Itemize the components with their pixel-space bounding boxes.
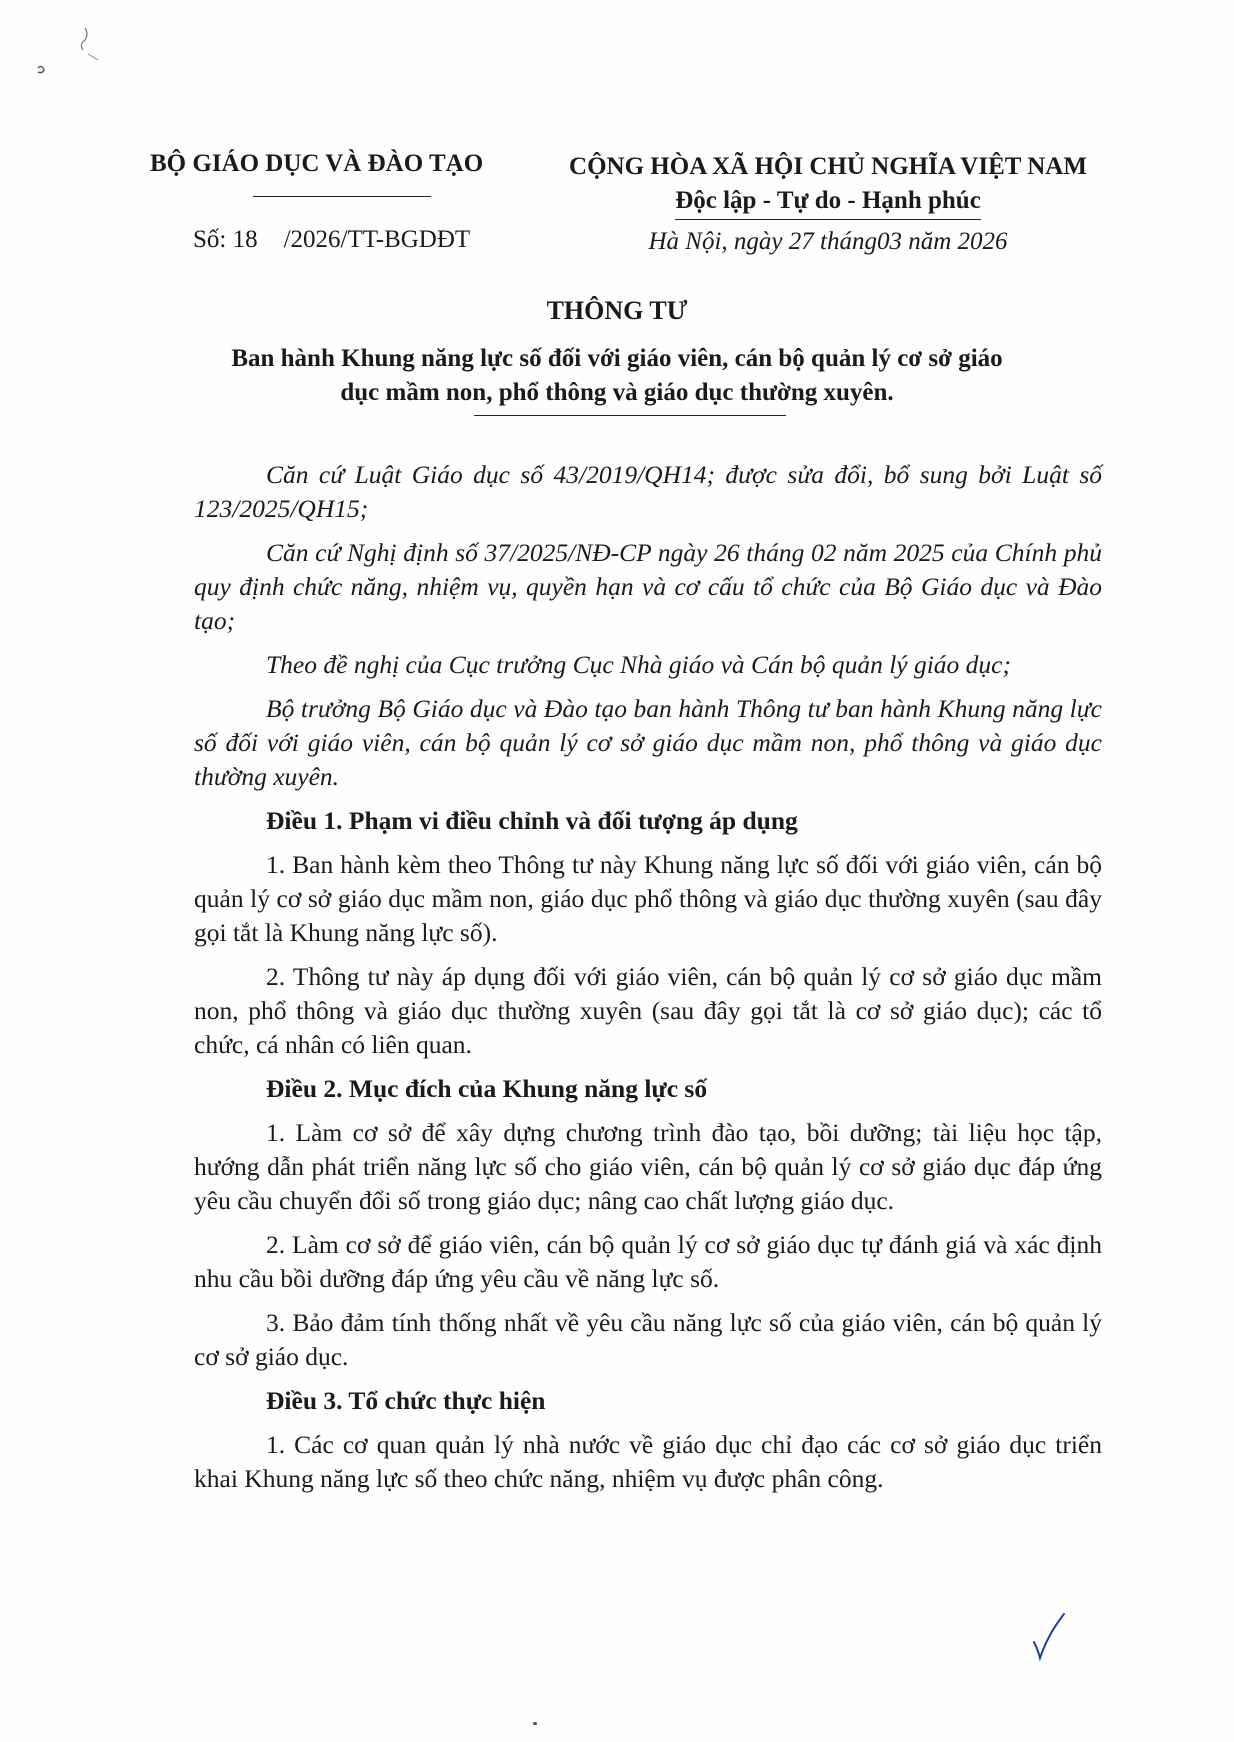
country-name: CỘNG HÒA XÃ HỘI CHỦ NGHĨA VIỆT NAM xyxy=(569,153,1087,180)
document-title: THÔNG TƯ xyxy=(546,296,688,325)
document-number-prefix: Số: 18 xyxy=(193,226,258,253)
place-and-date: Hà Nội, ngày 27 tháng03 năm 2026 xyxy=(648,228,1008,255)
subtitle-line-2: dục mầm non, phổ thông và giáo dục thường xuyên. xyxy=(340,379,894,406)
document-number xyxy=(193,226,470,254)
article-2-clause: 1. Làm cơ sở để xây dựng chương trình đào tạo, bồi dưỡng; tài liệu học tập, hướng dẫn phát triển năng lực số cho giáo viên, cán bộ quản lý cơ sở giáo dục đáp ứng yêu cầu chuyển đổi số trong giáo dục; nâng cao chất lượng giáo dục. xyxy=(194,1118,1102,1215)
subtitle-underline xyxy=(474,415,786,416)
document-number-suffix: /2026/TT-BGDĐT xyxy=(283,226,471,253)
national-motto: Độc lập - Tự do - Hạnh phúc xyxy=(675,184,981,220)
subtitle-line-1: Ban hành Khung năng lực số đối với giáo viên, cán bộ quản lý cơ sở giáo xyxy=(231,345,1003,372)
preamble-paragraph: Căn cứ Luật Giáo dục số 43/2019/QH14; được sửa đổi, bổ sung bởi Luật số 123/2025/QH15; xyxy=(194,460,1102,523)
handwritten-mark-icon xyxy=(30,20,110,90)
article-2-clause: 3. Bảo đảm tính thống nhất về yêu cầu năng lực số của giáo viên, cán bộ quản lý cơ sở giáo dục. xyxy=(194,1308,1102,1371)
article-1-clause: 1. Ban hành kèm theo Thông tư này Khung năng lực số đối với giáo viên, cán bộ quản lý cơ sở giáo dục mầm non, giáo dục phổ thông và giáo dục thường xuyên (sau đây gọi tắt là Khung năng lực số). xyxy=(194,850,1102,947)
document-body xyxy=(194,458,1102,1506)
preamble-paragraph: Bộ trưởng Bộ Giáo dục và Đào tạo ban hành Thông tư ban hành Khung năng lực số đối với giáo viên, cán bộ quản lý cơ sở giáo dục mầm non, phổ thông và giáo dục thường xuyên. xyxy=(194,694,1102,791)
document-subtitle xyxy=(200,342,1034,410)
article-3-heading: Điều 3. Tổ chức thực hiện xyxy=(266,1386,546,1415)
preamble-paragraph: Căn cứ Nghị định số 37/2025/NĐ-CP ngày 26 tháng 02 năm 2025 của Chính phủ quy định chức năng, nhiệm vụ, quyền hạn và cơ cấu tổ chức của Bộ Giáo dục và Đào tạo; xyxy=(194,538,1102,635)
preamble-paragraph: Theo đề nghị của Cục trưởng Cục Nhà giáo và Cán bộ quản lý giáo dục; xyxy=(266,650,1011,679)
scan-speck xyxy=(533,1722,537,1725)
article-3-clause: 1. Các cơ quan quản lý nhà nước về giáo dục chỉ đạo các cơ sở giáo dục triển khai Khung năng lực số theo chức năng, nhiệm vụ được phân công. xyxy=(194,1430,1102,1493)
article-2-heading: Điều 2. Mục đích của Khung năng lực số xyxy=(266,1074,708,1103)
issuing-agency: BỘ GIÁO DỤC VÀ ĐÀO TẠO xyxy=(150,150,484,177)
checkmark-icon xyxy=(1030,1612,1070,1662)
agency-underline xyxy=(253,196,431,197)
article-1-heading: Điều 1. Phạm vi điều chỉnh và đối tượng áp dụng xyxy=(266,806,798,835)
national-header xyxy=(548,150,1108,220)
article-2-clause: 2. Làm cơ sở để giáo viên, cán bộ quản lý cơ sở giáo dục tự đánh giá và xác định nhu cầu bồi dưỡng đáp ứng yêu cầu về năng lực số. xyxy=(194,1230,1102,1293)
article-1-clause: 2. Thông tư này áp dụng đối với giáo viên, cán bộ quản lý cơ sở giáo dục mầm non, phổ thông và giáo dục thường xuyên (sau đây gọi tắt là cơ sở giáo dục); các tổ chức, cá nhân có liên quan. xyxy=(194,962,1102,1059)
